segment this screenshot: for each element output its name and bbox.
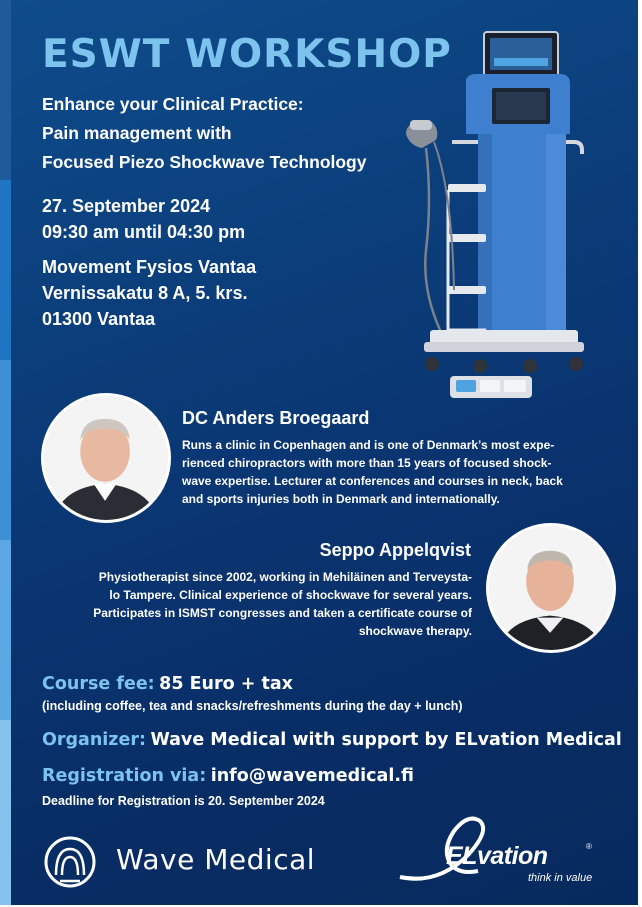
- registration-email[interactable]: info@wavemedical.fi: [210, 766, 414, 786]
- elvation-tagline: think in value: [528, 872, 593, 884]
- event-details: [42, 193, 256, 332]
- wave-medical-logo-text: Wave Medical: [116, 843, 316, 876]
- bio-line: and sports injuries both in Denmark and internationally.: [182, 492, 500, 506]
- bio-line: Runs a clinic in Copenhagen and is one of Denmark’s most expe-: [182, 438, 555, 452]
- course-fee-value: 85 Euro + tax: [159, 674, 293, 694]
- registration-deadline: Deadline for Registration is 20. September 2024: [42, 794, 325, 808]
- organizer-value: Wave Medical with support by ELvation Medical: [150, 730, 622, 750]
- bio-line: shockwave therapy.: [358, 624, 472, 638]
- event-street: Vernissakatu 8 A, 5. krs.: [42, 283, 248, 303]
- elvation-logo-text: ELvation: [446, 842, 548, 870]
- wave-medical-logo-icon: [41, 835, 99, 889]
- event-city: 01300 Vantaa: [42, 309, 156, 329]
- subtitle-line: Enhance your Clinical Practice:: [42, 94, 304, 114]
- bio-line: rienced chiropractors with more than 15 years of focused shock-: [182, 456, 552, 470]
- registration: [42, 766, 414, 786]
- speaker-bio: [42, 568, 472, 640]
- avatar: [41, 393, 171, 523]
- subtitle-line: Pain management with: [42, 123, 232, 143]
- bio-line: wave expertise. Lecturer at conferences and courses in neck, back: [182, 474, 563, 488]
- subtitle-line: Focused Piezo Shockwave Technology: [42, 152, 367, 172]
- organizer: [42, 730, 622, 750]
- side-stripe: [0, 720, 11, 905]
- avatar: [486, 523, 616, 653]
- speaker-name: Seppo Appelqvist: [319, 540, 471, 560]
- bio-line: lo Tampere. Clinical experience of shockwave for several years.: [109, 588, 472, 602]
- shockwave-device-image: [396, 30, 600, 402]
- event-time: 09:30 am until 04:30 pm: [42, 222, 246, 242]
- course-fee: [42, 674, 293, 694]
- subtitle: [42, 90, 412, 177]
- course-fee-label: Course fee:: [42, 674, 155, 694]
- side-stripe: [0, 0, 11, 180]
- side-stripe: [0, 540, 11, 720]
- course-fee-note: (including coffee, tea and snacks/refreshments during the day + lunch): [42, 699, 463, 713]
- bio-line: Physiotherapist since 2002, working in Mehiläinen and Terveysta-: [98, 570, 472, 584]
- speaker-bio: [182, 436, 622, 508]
- event-venue: Movement Fysios Vantaa: [42, 257, 257, 277]
- side-stripe: [0, 360, 11, 540]
- organizer-label: Organizer:: [42, 730, 146, 750]
- page-title: ESWT WORKSHOP: [42, 32, 452, 77]
- event-date: 27. September 2024: [42, 196, 211, 216]
- bio-line: Participates in ISMST congresses and taken a certificate course of: [93, 606, 472, 620]
- side-stripe: [0, 180, 11, 360]
- speaker-name: DC Anders Broegaard: [182, 408, 370, 428]
- registered-mark: ®: [586, 842, 592, 851]
- registration-label: Registration via:: [42, 766, 207, 786]
